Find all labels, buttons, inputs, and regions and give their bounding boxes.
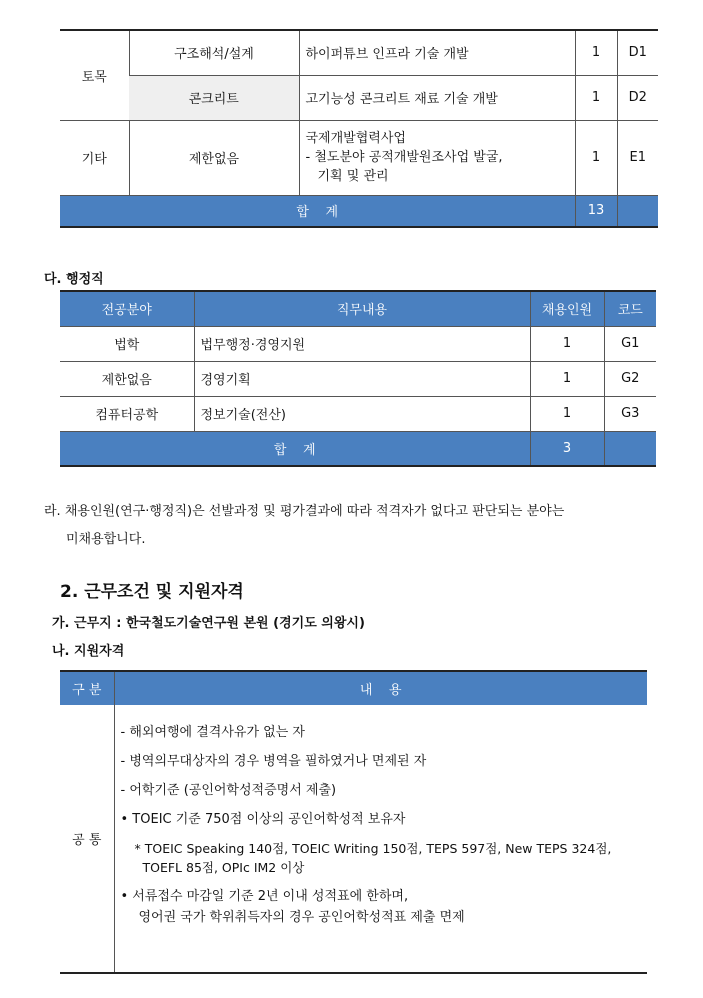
qualification-table — [60, 670, 647, 974]
admin-positions-table — [60, 290, 656, 467]
table-row — [60, 120, 658, 195]
field-cell: 토목 — [81, 69, 107, 85]
duty-cell: 경영기획 — [194, 361, 530, 396]
count-cell: 1 — [575, 120, 617, 195]
count-cell: 1 — [575, 30, 617, 75]
total-label: 합 계 — [60, 195, 575, 227]
header-major: 전공분야 — [60, 291, 194, 326]
table-header-row — [60, 291, 656, 326]
count-cell: 1 — [530, 396, 604, 431]
duty-cell: 고기능성 콘크리트 재료 기술 개발 — [299, 75, 575, 120]
code-cell: E1 — [617, 120, 658, 195]
major-cell: 구조해석/설계 — [129, 30, 299, 75]
table-row — [60, 326, 656, 361]
section-heading-admin: 다. 행정직 — [44, 272, 104, 287]
total-code-empty — [617, 195, 658, 227]
table-row — [60, 396, 656, 431]
table-row — [60, 75, 658, 120]
duty-line: 기획 및 관리 — [317, 169, 389, 184]
qualification-heading: 나. 지원자격 — [52, 644, 125, 659]
table-row — [60, 361, 656, 396]
code-cell: G1 — [604, 326, 656, 361]
major-cell: 콘크리트 — [129, 75, 299, 120]
qualification-item: - 해외여행에 결격사유가 없는 자 — [120, 725, 305, 740]
duty-cell: 정보기술(전산) — [194, 396, 530, 431]
qualification-item: - 병역의무대상자의 경우 병역을 필하였거나 면제된 자 — [120, 754, 427, 769]
count-cell: 1 — [575, 75, 617, 120]
total-code-empty — [604, 431, 656, 466]
field-cell: 기타 — [60, 120, 129, 195]
total-label: 합 계 — [60, 431, 530, 466]
category-cell: 공 통 — [72, 833, 102, 848]
total-count: 13 — [575, 195, 617, 227]
total-row — [60, 195, 658, 227]
workplace-line: 가. 근무지 : 한국철도기술연구원 본원 (경기도 의왕시) — [52, 616, 365, 631]
duty-cell: 하이퍼튜브 인프라 기술 개발 — [299, 30, 575, 75]
major-cell: 법학 — [60, 326, 194, 361]
note-line: 라. 채용인원(연구·행정직)은 선발과정 및 평가결과에 따라 적격자가 없다고 판단되는 분야는 — [44, 504, 565, 519]
header-content: 내 용 — [114, 671, 647, 705]
header-category: 구 분 — [60, 671, 114, 705]
header-count: 채용인원 — [530, 291, 604, 326]
code-cell: D2 — [617, 75, 658, 120]
recruitment-note — [44, 498, 660, 554]
content-cell — [114, 705, 647, 973]
header-code: 코드 — [604, 291, 656, 326]
qualification-item-continued: 영어권 국가 학위취득자의 경우 공인어학성적표 제출 면제 — [138, 910, 465, 925]
duty-cell: 법무행정·경영지원 — [194, 326, 530, 361]
code-cell: D1 — [617, 30, 658, 75]
total-row — [60, 431, 656, 466]
count-cell: 1 — [530, 326, 604, 361]
major-cell: 제한없음 — [129, 120, 299, 195]
code-cell: G3 — [604, 396, 656, 431]
total-count: 3 — [530, 431, 604, 466]
major-cell: 컴퓨터공학 — [60, 396, 194, 431]
qualification-item: - 어학기준 (공인어학성적증명서 제출) — [120, 783, 337, 798]
research-positions-table — [60, 29, 658, 228]
section-title: 2. 근무조건 및 지원자격 — [60, 582, 244, 602]
duty-cell — [299, 120, 575, 195]
duty-line: 국제개발협력사업 — [305, 131, 406, 146]
table-row — [60, 30, 658, 75]
qualification-item: • 서류접수 마감일 기준 2년 이내 성적표에 한하며, — [120, 889, 409, 904]
table-header-row — [60, 671, 647, 705]
count-cell: 1 — [530, 361, 604, 396]
duty-line: - 철도분야 공적개발원조사업 발굴, — [305, 150, 503, 165]
code-cell: G2 — [604, 361, 656, 396]
header-duty: 직무내용 — [194, 291, 530, 326]
note-line: 미채용합니다. — [66, 532, 146, 547]
major-cell: 제한없음 — [60, 361, 194, 396]
table-row — [60, 705, 647, 973]
score-note: * TOEIC Speaking 140점, TOEIC Writing 150점, TEPS 597점, New TEPS 324점, TOEFL 85점, OPIc IM2 이상 — [134, 841, 612, 875]
qualification-item: • TOEIC 기준 750점 이상의 공인어학성적 보유자 — [120, 812, 406, 827]
